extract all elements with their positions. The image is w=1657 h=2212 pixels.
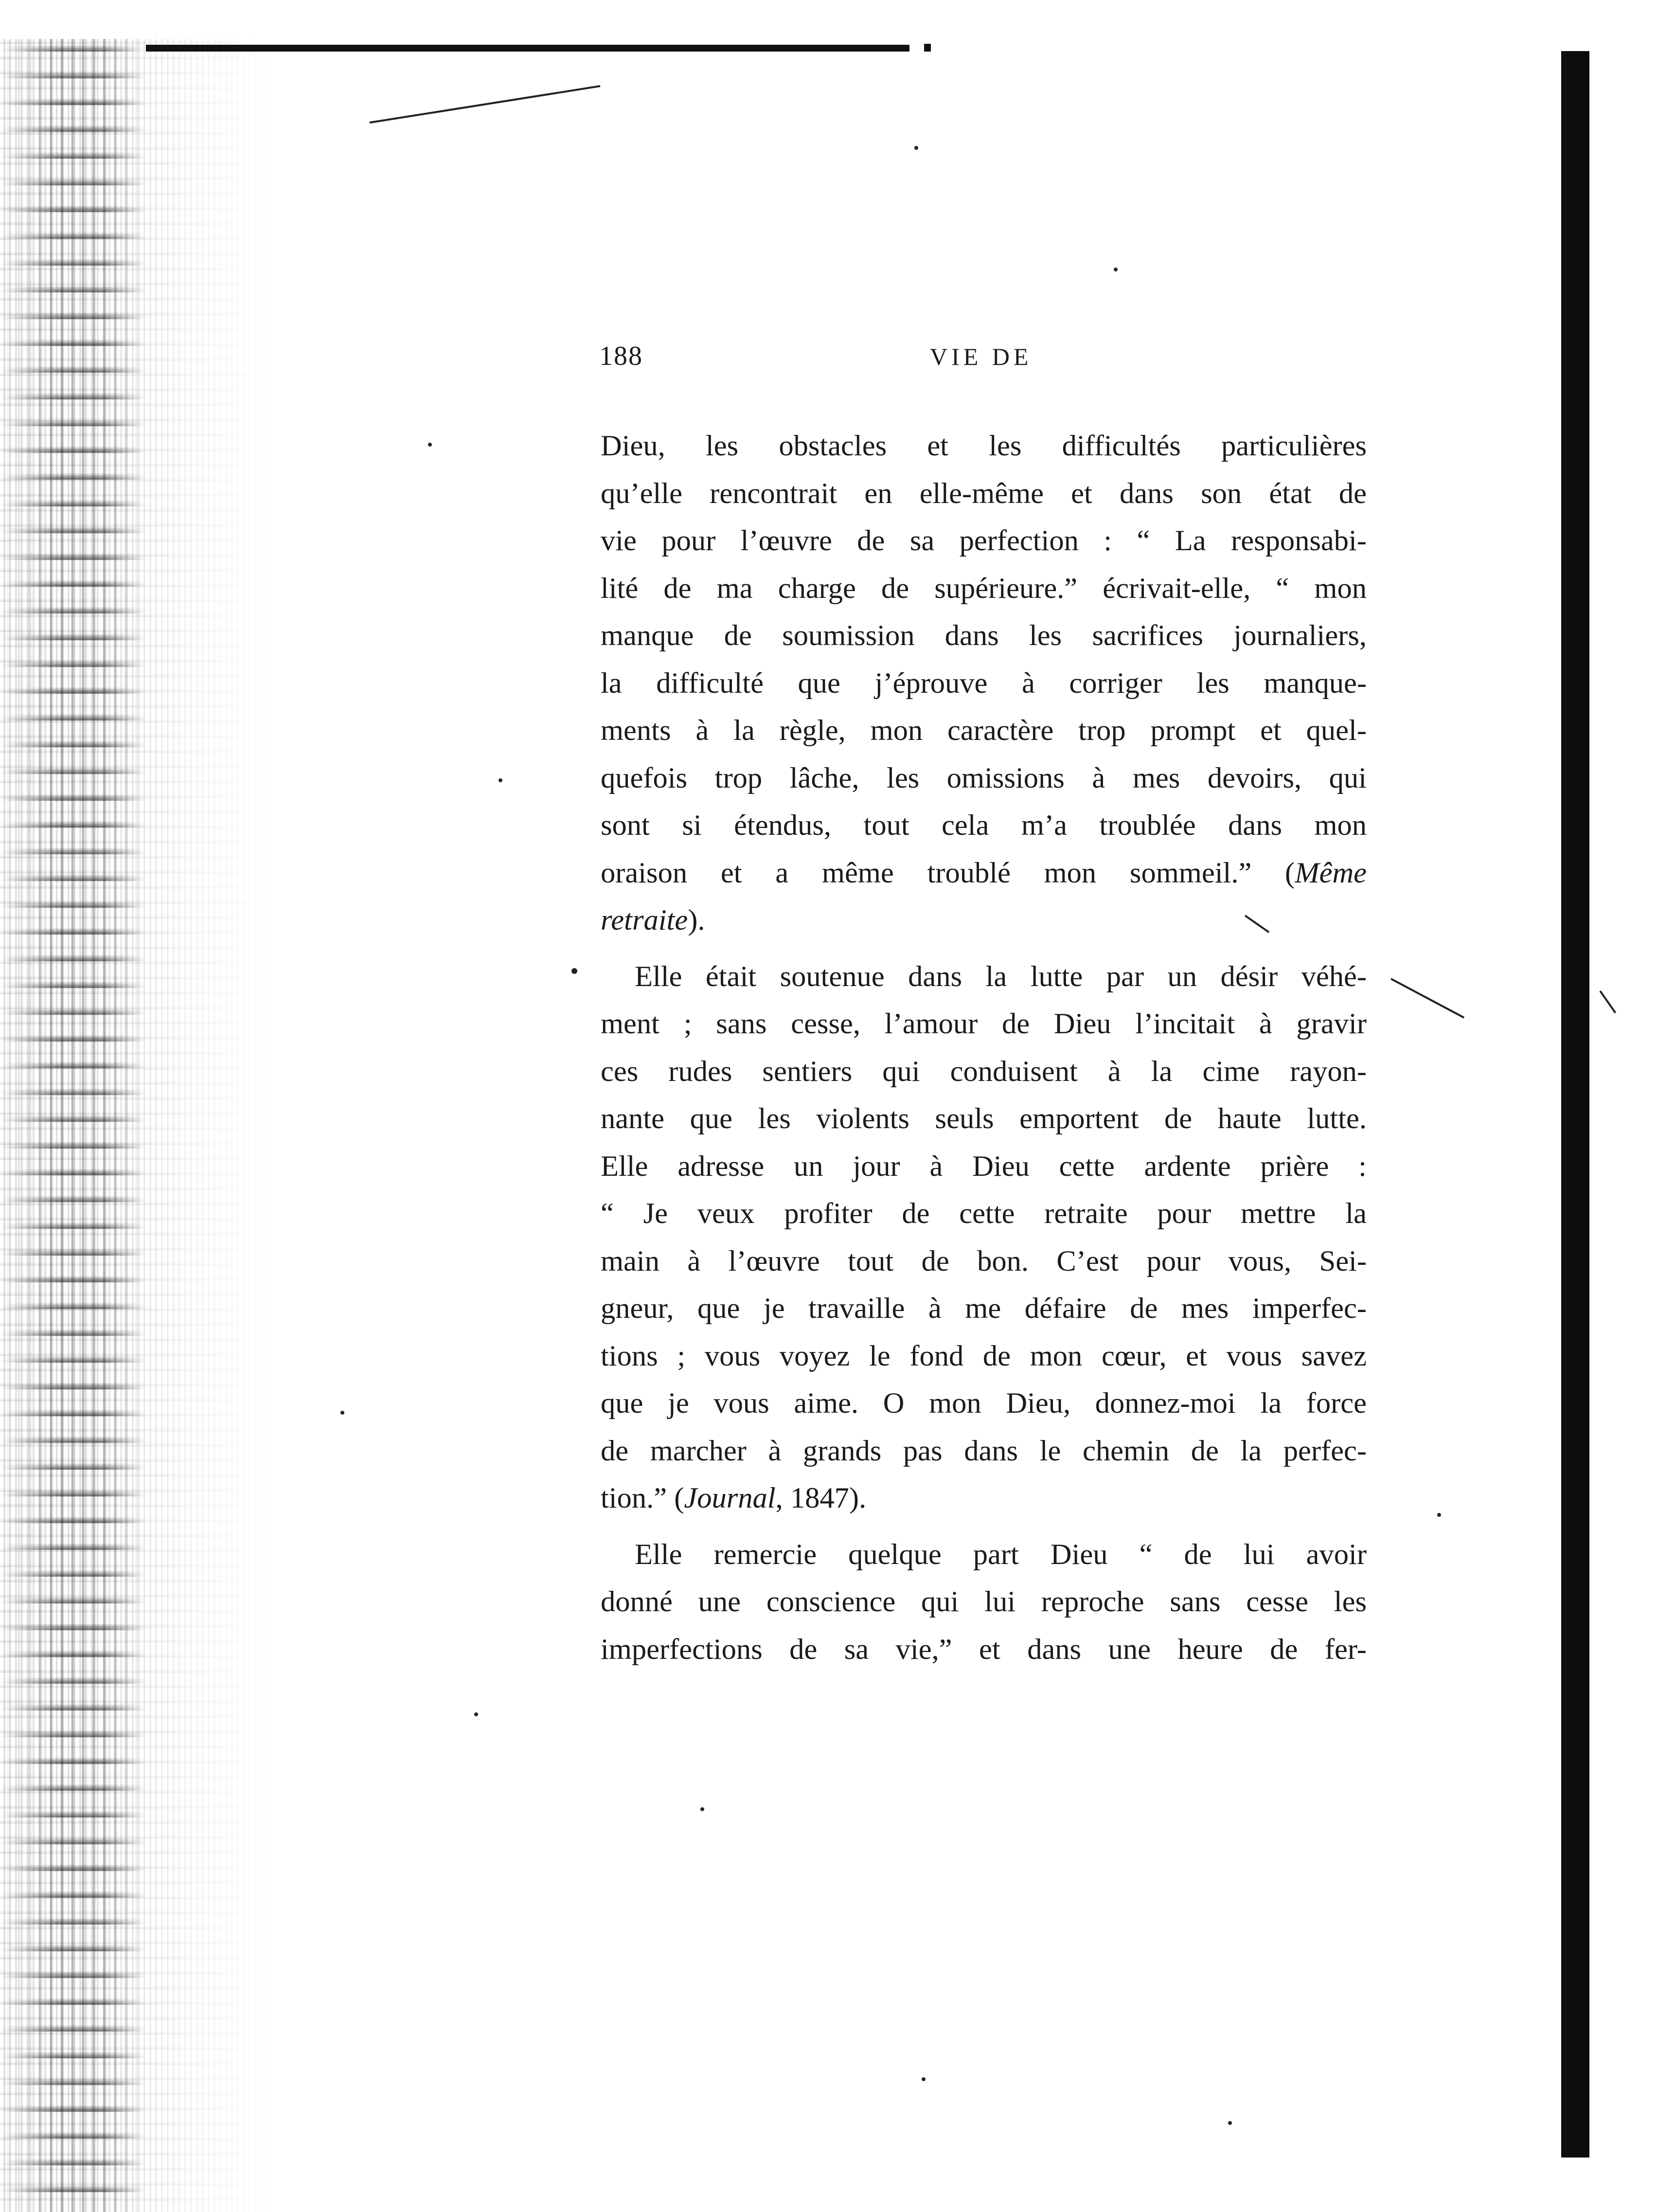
top-scan-rule — [146, 45, 909, 52]
citation-italic: Même — [1295, 856, 1367, 889]
text-line: ces rudes sentiers qui conduisent à la cime rayon- — [601, 1055, 1367, 1088]
text-line: ments à la règle, mon caractère trop prompt et quel- — [601, 714, 1367, 747]
text-line: tion.” (Journal, 1847). — [601, 1482, 867, 1514]
text-line: la difficulté que j’éprouve à corriger les manque- — [601, 666, 1367, 700]
scan-edge-noise — [0, 39, 146, 2212]
text-line: qu’elle rencontrait en elle-même et dans son état de — [601, 477, 1367, 510]
scan-speck — [474, 1712, 478, 1716]
page-number: 188 — [599, 341, 643, 371]
scan-speck — [914, 146, 918, 150]
text-line: donné une conscience qui lui reproche sans cesse les — [601, 1585, 1367, 1618]
text-line: ment ; sans cesse, l’amour de Dieu l’incitait à gravir — [601, 1007, 1367, 1040]
right-scan-border — [1561, 51, 1589, 2158]
text-line: main à l’œuvre tout de bon. C’est pour vous, Sei- — [601, 1244, 1367, 1277]
text-line: de marcher à grands pas dans le chemin de la perfec- — [601, 1434, 1367, 1467]
page-header — [599, 341, 1377, 384]
scan-speck — [340, 1411, 344, 1415]
text-line: tions ; vous voyez le fond de mon cœur, et vous savez — [601, 1339, 1367, 1372]
body-text — [601, 422, 1367, 1673]
citation-italic: retraite — [601, 904, 688, 936]
text-line: que je vous aime. O mon Dieu, donnez-moi la force — [601, 1387, 1367, 1420]
scan-speck — [571, 968, 577, 974]
text-line: “ Je veux profiter de cette retraite pour mettre la — [601, 1197, 1367, 1230]
scan-speck — [428, 443, 432, 447]
text-line: retraite). — [601, 904, 705, 936]
pen-stroke-right — [1599, 990, 1616, 1013]
scan-speck — [1437, 1513, 1441, 1517]
citation-italic: Journal — [684, 1482, 776, 1514]
text-line: Elle remercie quelque part Dieu “ de lui avoir — [635, 1538, 1367, 1571]
scan-speck — [700, 1807, 704, 1811]
top-scan-mark — [924, 44, 931, 52]
text-line: imperfections de sa vie,” et dans une heure de fer- — [601, 1633, 1367, 1666]
pen-stroke-top — [370, 85, 601, 124]
text-line: lité de ma charge de supérieure.” écrivait-elle, “ mon — [601, 572, 1367, 605]
paragraph — [601, 953, 1367, 1522]
paragraph — [601, 422, 1367, 944]
text-line: Elle adresse un jour à Dieu cette ardente prière : — [601, 1150, 1367, 1183]
scan-speck — [1114, 268, 1118, 271]
text-line: oraison et a même troublé mon sommeil.” (Même — [601, 856, 1367, 889]
scan-speck — [922, 2077, 926, 2081]
running-head: VIE DE — [930, 343, 1033, 370]
text-line: manque de soumission dans les sacrifices journaliers, — [601, 619, 1367, 652]
text-line: vie pour l’œuvre de sa perfection : “ La responsabi- — [601, 524, 1367, 557]
text-line: Dieu, les obstacles et les difficultés particulières — [601, 430, 1367, 462]
text-line: nante que les violents seuls emportent de haute lutte. — [601, 1102, 1367, 1135]
paragraph — [601, 1531, 1367, 1673]
text-line: Elle était soutenue dans la lutte par un désir véhé- — [635, 960, 1367, 993]
scan-speck — [1228, 2121, 1232, 2125]
pen-stroke-margin — [1390, 978, 1464, 1018]
text-line: quefois trop lâche, les omissions à mes devoirs, qui — [601, 761, 1367, 794]
text-line: sont si étendus, tout cela m’a troublée dans mon — [601, 809, 1367, 842]
text-line: gneur, que je travaille à me défaire de mes imperfec- — [601, 1292, 1367, 1325]
scan-speck — [499, 778, 502, 782]
